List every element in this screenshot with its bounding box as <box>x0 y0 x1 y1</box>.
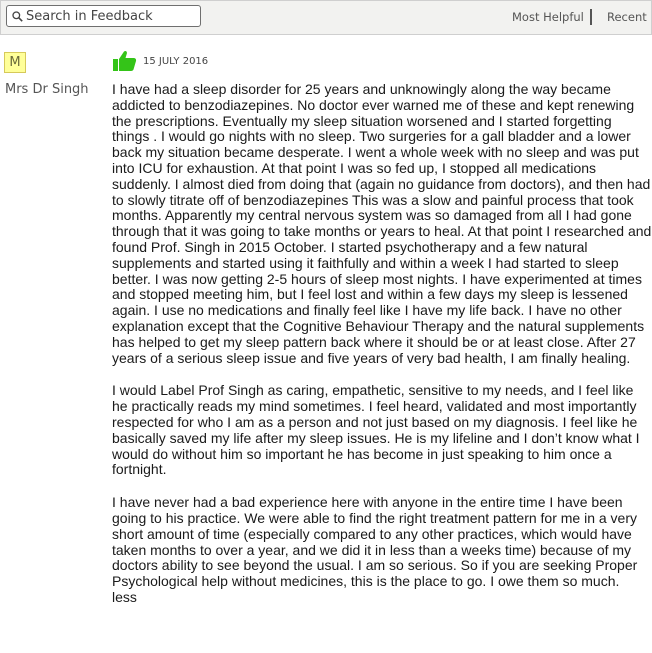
sort-most-helpful[interactable]: Most Helpful <box>512 10 584 24</box>
less-link[interactable]: less <box>112 588 137 605</box>
sort-recent[interactable]: Recent <box>607 10 647 24</box>
review-body <box>112 82 652 606</box>
sort-divider <box>590 9 592 25</box>
avatar: M <box>4 52 26 73</box>
review-author: Mrs Dr Singh <box>5 82 89 97</box>
review-paragraph: I have had a sleep disorder for 25 years and unknowingly along the way became addicted to benzodiazepines. No doctor ever warned me of these and kept renewing the prescriptions. Eventually my sleep situation worsened and I started forgetting things . I would go nights with no sleep. Two surgeries for a gall bladder and a lower back my situation became desperate. I went a whole week with no sleep and was put into ICU for exhaustion. At that point I was so fed up, I stopped all medications suddenly. I almost died from doing that (again no guidance from doctors), and then had to slowly titrate off of benzodiazepines This was a slow and painful process that took months. Apparently my central nervous system was so damaged from all I had gone through that it was going to take months or years to heal. At that point I researched and found Prof. Singh in 2015 October. I started psychotherapy and a few natural supplements and started using it faithfully and within a week I had started to sleep better. I was now getting 2-5 hours of sleep most nights. I have experimented at times and stopped meeting him, but I feel lost and within a few days my sleep is lessened again. I use no medications and finally feel like I have my life back. I have no other explanation except that the Cognitive Behaviour Therapy and the natural supplements has helped to get my sleep pattern back where it should be or at least close. After 27 years of a serious sleep issue and five years of very bad health, I am finally healing. <box>112 81 652 366</box>
review-paragraph: I would Label Prof Singh as caring, empathetic, sensitive to my needs, and I feel like he practically reads my mind sometimes. I feel heard, validated and most importantly respected for who I am as a person and not just based on my diagnosis. I feel like he basically saved my life after my sleep issues. He is my lifeline and I don’t know what I would do without him so important he has become in just speaking to him once a fortnight. <box>112 382 640 478</box>
review-paragraph: I have never had a bad experience here with anyone in the entire time I have been going to his practice. We were able to find the right treatment pattern for me in a very short amount of time (especially compared to any other practices, which would have taken months to over a year, and we did it in less than a weeks time) because of my doctors ability to see beyond the usual. I am so serious. So if you are seeking Proper Psychological help without medicines, this is the place to go. I owe them so much. <box>112 494 638 590</box>
thumbs-up-icon <box>113 50 137 72</box>
review-date: 15 JULY 2016 <box>143 56 209 67</box>
search-input[interactable] <box>23 9 196 24</box>
search-box[interactable] <box>6 5 201 27</box>
feedback-toolbar <box>0 0 652 35</box>
search-icon <box>12 11 23 22</box>
